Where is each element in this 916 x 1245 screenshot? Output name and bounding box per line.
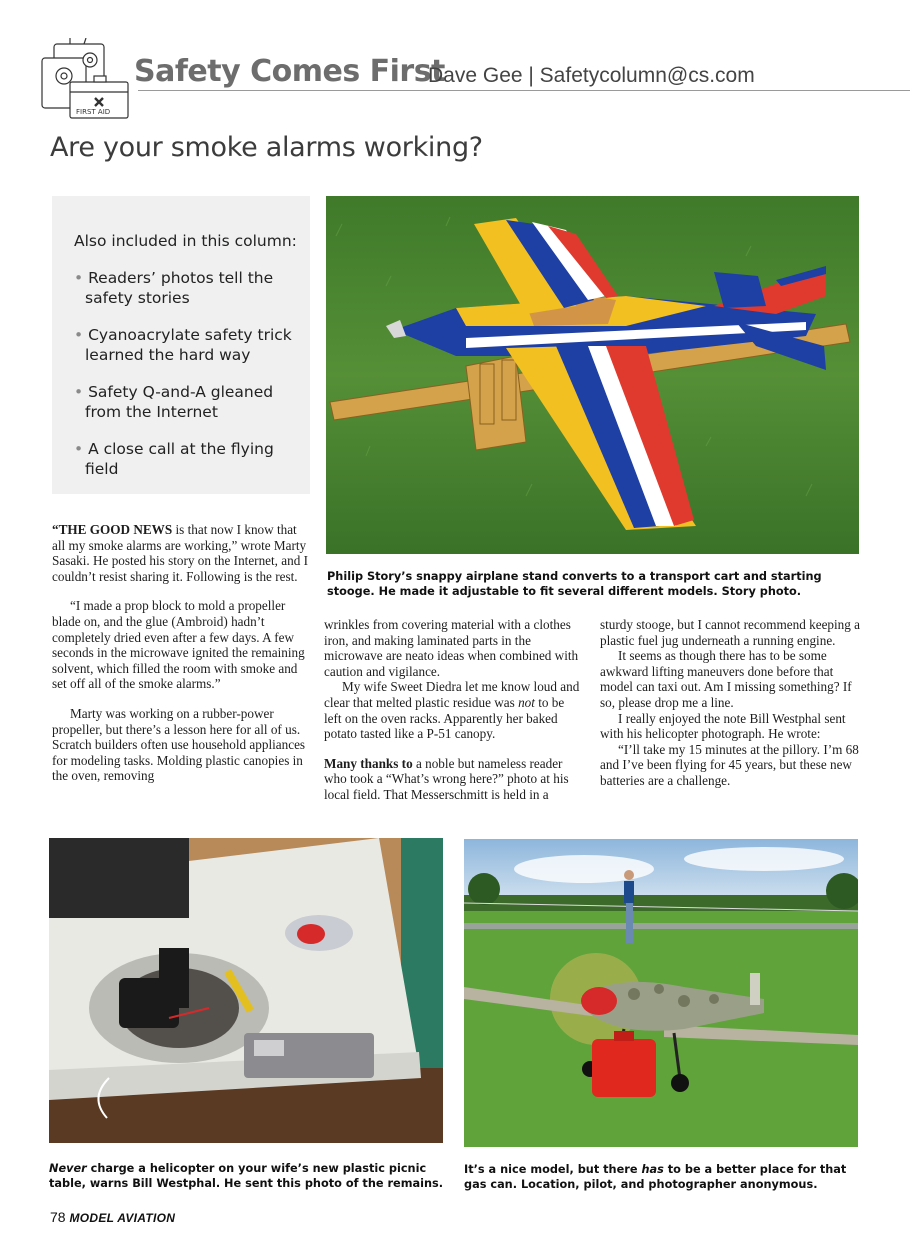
- article-paragraph: It seems as though there has to be some awkward lifting maneuvers done before that model can taxi out. Am I missing something? If so, please drop me a line.: [600, 648, 852, 710]
- burned-helicopter-caption: Never charge a helicopter on your wife’s new plastic picnic table, warns Bill Westphal. He sent this photo of the remains.: [49, 1162, 444, 1190]
- sidebar-list: [74, 268, 304, 496]
- messerschmitt-photo: [464, 839, 858, 1147]
- airplane-stand-caption: Philip Story’s snappy airplane stand converts to a transport cart and starting stooge. He made it adjustable to fit several different models. Story photo.: [327, 570, 822, 598]
- article-paragraph: My wife Sweet Diedra let me know loud and clear that melted plastic residue was not to be left on the oven racks. Apparently her baked potato tasted like a P-51 canopy.: [324, 679, 580, 742]
- article-paragraph: “THE GOOD NEWS is that now I know that all my smoke alarms are working,” wrote Marty Sasaki. He posted his story on the Internet, and I couldn’t resist sharing it. Following is the rest.: [52, 522, 309, 584]
- column-title: Safety Comes First: [134, 54, 445, 89]
- bullet-icon: •: [74, 383, 89, 401]
- article-paragraph: I really enjoyed the note Bill Westphal sent with his helicopter photograph. He wrote:: [600, 710, 846, 742]
- article-paragraph: Marty was working on a rubber-power propeller, but there’s a lesson here for all of us. Scratch builders often use household appliances for modeling tasks. Molding plastic canopies in the oven, removing: [52, 705, 306, 784]
- sidebar-item: • Readers’ photos tell the safety stories: [74, 269, 274, 307]
- article-paragraph: “I made a prop block to mold a propeller blade on, and the glue (Ambroid) hadn’t completely dried even after a few days. A few seconds in the microwave ignited the remaining solvent, which filled the room with smoke and set off all of the smoke alarms.”: [52, 598, 305, 692]
- sidebar-item: • A close call at the flying field: [74, 440, 274, 478]
- sidebar-item: • Safety Q-and-A gleaned from the Internet: [74, 383, 274, 421]
- svg-text:FIRST AID: FIRST AID: [76, 108, 111, 116]
- article-paragraph: wrinkles from covering material with a clothes iron, and making laminated parts in the microwave are neato ideas when combined with caution and vigilance.: [324, 617, 579, 679]
- article-paragraph: sturdy stooge, but I cannot recommend keeping a plastic fuel jug underneath a running engine.: [600, 617, 861, 648]
- messerschmitt-caption: It’s a nice model, but there has to be a better place for that gas can. Location, pilot, and photographer anonymous.: [464, 1163, 847, 1191]
- headline: Are your smoke alarms working?: [50, 132, 483, 163]
- page-number: 78: [50, 1209, 66, 1225]
- bullet-icon: •: [74, 326, 89, 344]
- bullet-icon: •: [74, 269, 89, 287]
- byline: Dave Gee | Safetycolumn@cs.com: [428, 64, 755, 87]
- bullet-icon: •: [74, 440, 89, 458]
- airplane-stand-photo: [326, 196, 859, 554]
- article-paragraph: Many thanks to a noble but nameless reader who took a “What’s wrong here?” photo at his local field. That Messerschmitt is held in a: [324, 755, 569, 802]
- header-rule: [138, 90, 910, 91]
- article-column-3: [600, 617, 862, 789]
- sidebar-item: • Cyanoacrylate safety trick learned the hard way: [74, 326, 292, 364]
- article-column-1: [52, 522, 310, 784]
- sidebar-title: Also included in this column:: [74, 232, 297, 250]
- sidebar-box: [52, 196, 310, 494]
- burned-helicopter-photo: [49, 838, 443, 1143]
- page-folio: [50, 1209, 175, 1225]
- article-paragraph: “I’ll take my 15 minutes at the pillory. I’m 68 and I’ve been flying for 45 years, but these new batteries are a challenge.: [600, 741, 859, 788]
- article-column-2: [324, 617, 584, 803]
- magazine-name: MODEL AVIATION: [69, 1211, 176, 1225]
- radio-transmitter-first-aid-icon: [40, 38, 132, 124]
